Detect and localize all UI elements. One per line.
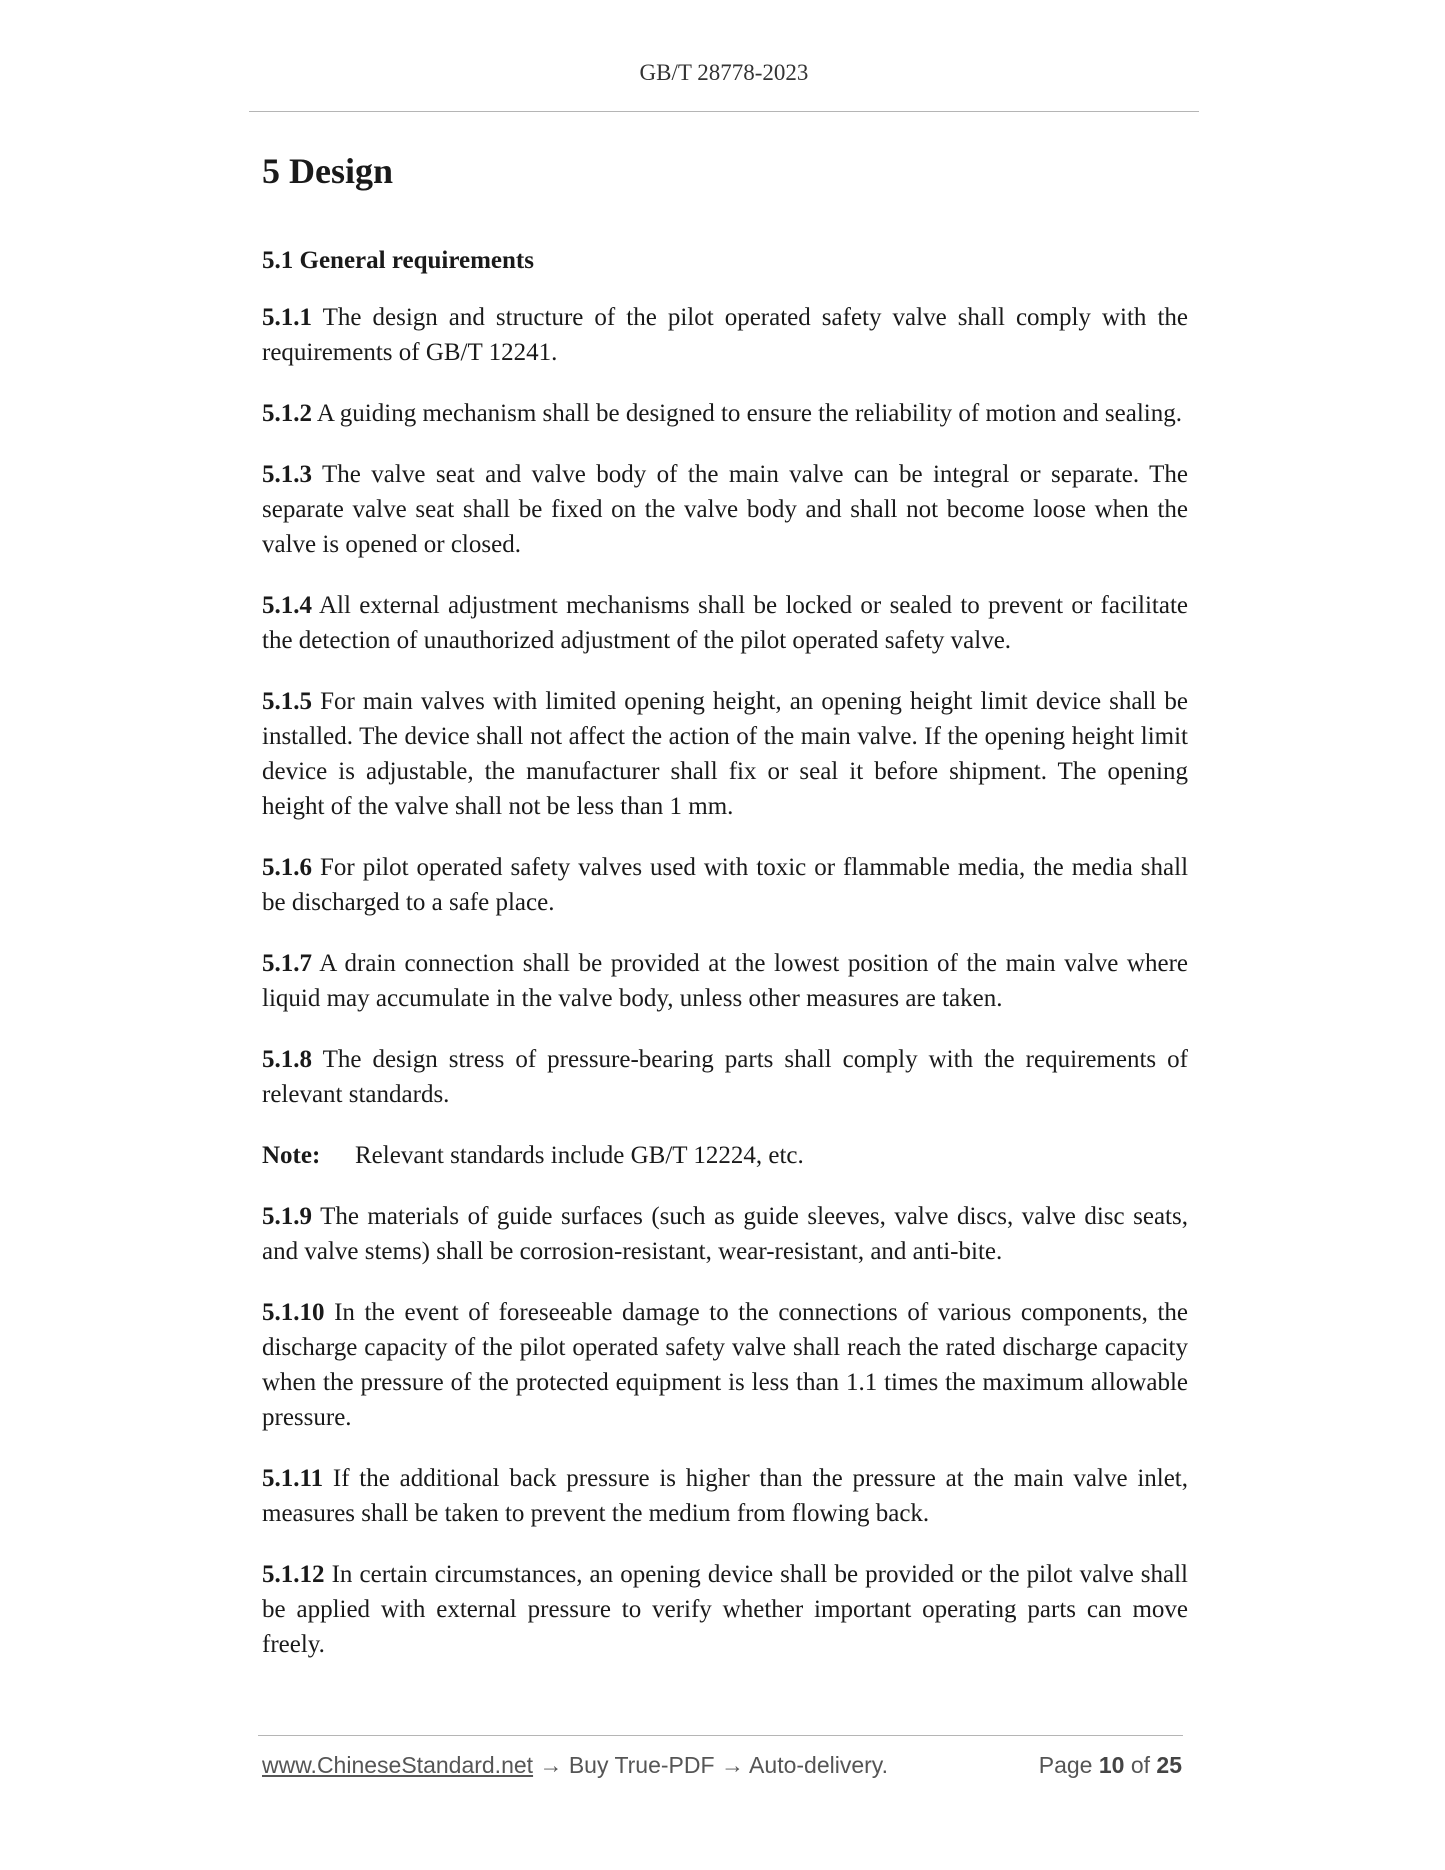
note-text: Relevant standards include GB/T 12224, etc. xyxy=(355,1141,804,1169)
clause-5-1-7 xyxy=(262,946,1188,1016)
clause-number: 5.1.7 xyxy=(262,949,312,977)
clause-5-1-4 xyxy=(262,588,1188,658)
page-total: 25 xyxy=(1156,1752,1182,1778)
clause-number: 5.1.11 xyxy=(262,1464,324,1492)
section-title: 5.1 General requirements xyxy=(262,247,534,275)
clause-number: 5.1.1 xyxy=(262,303,312,331)
clause-number: 5.1.12 xyxy=(262,1560,325,1588)
clause-text: A guiding mechanism shall be designed to ensure the reliability of motion and sealing. xyxy=(316,399,1182,427)
page-content xyxy=(262,150,1188,1688)
running-header: GB/T 28778-2023 xyxy=(639,60,809,85)
clause-text: The valve seat and valve body of the main valve can be integral or separate. The separate valve seat shall be fixed on the valve body and shall not become loose when the valve is opened or closed. xyxy=(262,460,1188,558)
clause-number: 5.1.4 xyxy=(262,591,312,619)
clause-text: The materials of guide surfaces (such as guide sleeves, valve discs, valve disc seats, and valve stems) shall be corrosion-resistant, wear-resistant, and anti-bite. xyxy=(262,1202,1188,1265)
clause-5-1-11 xyxy=(262,1461,1188,1531)
note xyxy=(262,1138,1188,1173)
clause-text: A drain connection shall be provided at the lowest position of the main valve where liquid may accumulate in the valve body, unless other measures are taken. xyxy=(262,949,1189,1012)
page-number xyxy=(1039,1752,1182,1779)
clause-number: 5.1.6 xyxy=(262,853,312,881)
clause-number: 5.1.9 xyxy=(262,1202,312,1230)
clause-number: 5.1.3 xyxy=(262,460,312,488)
clause-5-1-1 xyxy=(262,300,1188,370)
header-divider xyxy=(249,111,1199,112)
clause-5-1-8 xyxy=(262,1042,1188,1112)
clause-text: If the additional back pressure is higher than the pressure at the main valve inlet, measures shall be taken to prevent the medium from flowing back. xyxy=(262,1464,1189,1527)
clause-text: The design and structure of the pilot operated safety valve shall comply with the requirements of GB/T 12241. xyxy=(262,303,1188,366)
clause-text: For main valves with limited opening height, an opening height limit device shall be installed. The device shall not affect the action of the main valve. If the opening height limit device is adjustable, the manufacturer shall fix or seal it before shipment. The opening height of the valve shall not be less than 1 mm. xyxy=(262,687,1189,820)
clause-number: 5.1.8 xyxy=(262,1045,312,1073)
page-label: Page xyxy=(1038,1752,1093,1778)
page-of: of xyxy=(1130,1752,1151,1778)
chapter-title: 5 Design xyxy=(262,151,394,191)
clause-5-1-10 xyxy=(262,1295,1188,1435)
clause-5-1-12 xyxy=(262,1557,1188,1662)
clause-number: 5.1.5 xyxy=(262,687,312,715)
clause-text: All external adjustment mechanisms shall be locked or sealed to prevent or facilitate the detection of unauthorized adjustment of the pilot operated safety valve. xyxy=(262,591,1189,654)
footer-promo-text: → Buy True-PDF → Auto-delivery. xyxy=(539,1752,888,1778)
clause-text: For pilot operated safety valves used with toxic or flammable media, the media shall be discharged to a safe place. xyxy=(262,853,1189,916)
clause-5-1-6 xyxy=(262,850,1188,920)
clause-text: The design stress of pressure-bearing parts shall comply with the requirements of relevant standards. xyxy=(262,1045,1188,1108)
clause-5-1-2 xyxy=(262,396,1188,431)
clause-5-1-9 xyxy=(262,1199,1188,1269)
website-link[interactable]: www.ChineseStandard.net xyxy=(262,1752,534,1778)
note-label: Note: xyxy=(262,1141,321,1169)
clause-number: 5.1.10 xyxy=(262,1298,325,1326)
clause-5-1-5 xyxy=(262,684,1188,824)
clause-text: In the event of foreseeable damage to the connections of various components, the discharge capacity of the pilot operated safety valve shall reach the rated discharge capacity when the pressure of the protected equipment is less than 1.1 times the maximum allowable pressure. xyxy=(262,1298,1189,1431)
footer-divider xyxy=(258,1735,1183,1736)
clause-text: In certain circumstances, an opening device shall be provided or the pilot valve shall be applied with external pressure to verify whether important operating parts can move freely. xyxy=(262,1560,1189,1658)
clause-number: 5.1.2 xyxy=(262,399,312,427)
page-current: 10 xyxy=(1098,1752,1125,1778)
footer-promo xyxy=(262,1752,888,1779)
page-footer xyxy=(262,1752,1182,1784)
clause-list xyxy=(262,300,1188,1662)
clause-5-1-3 xyxy=(262,457,1188,562)
